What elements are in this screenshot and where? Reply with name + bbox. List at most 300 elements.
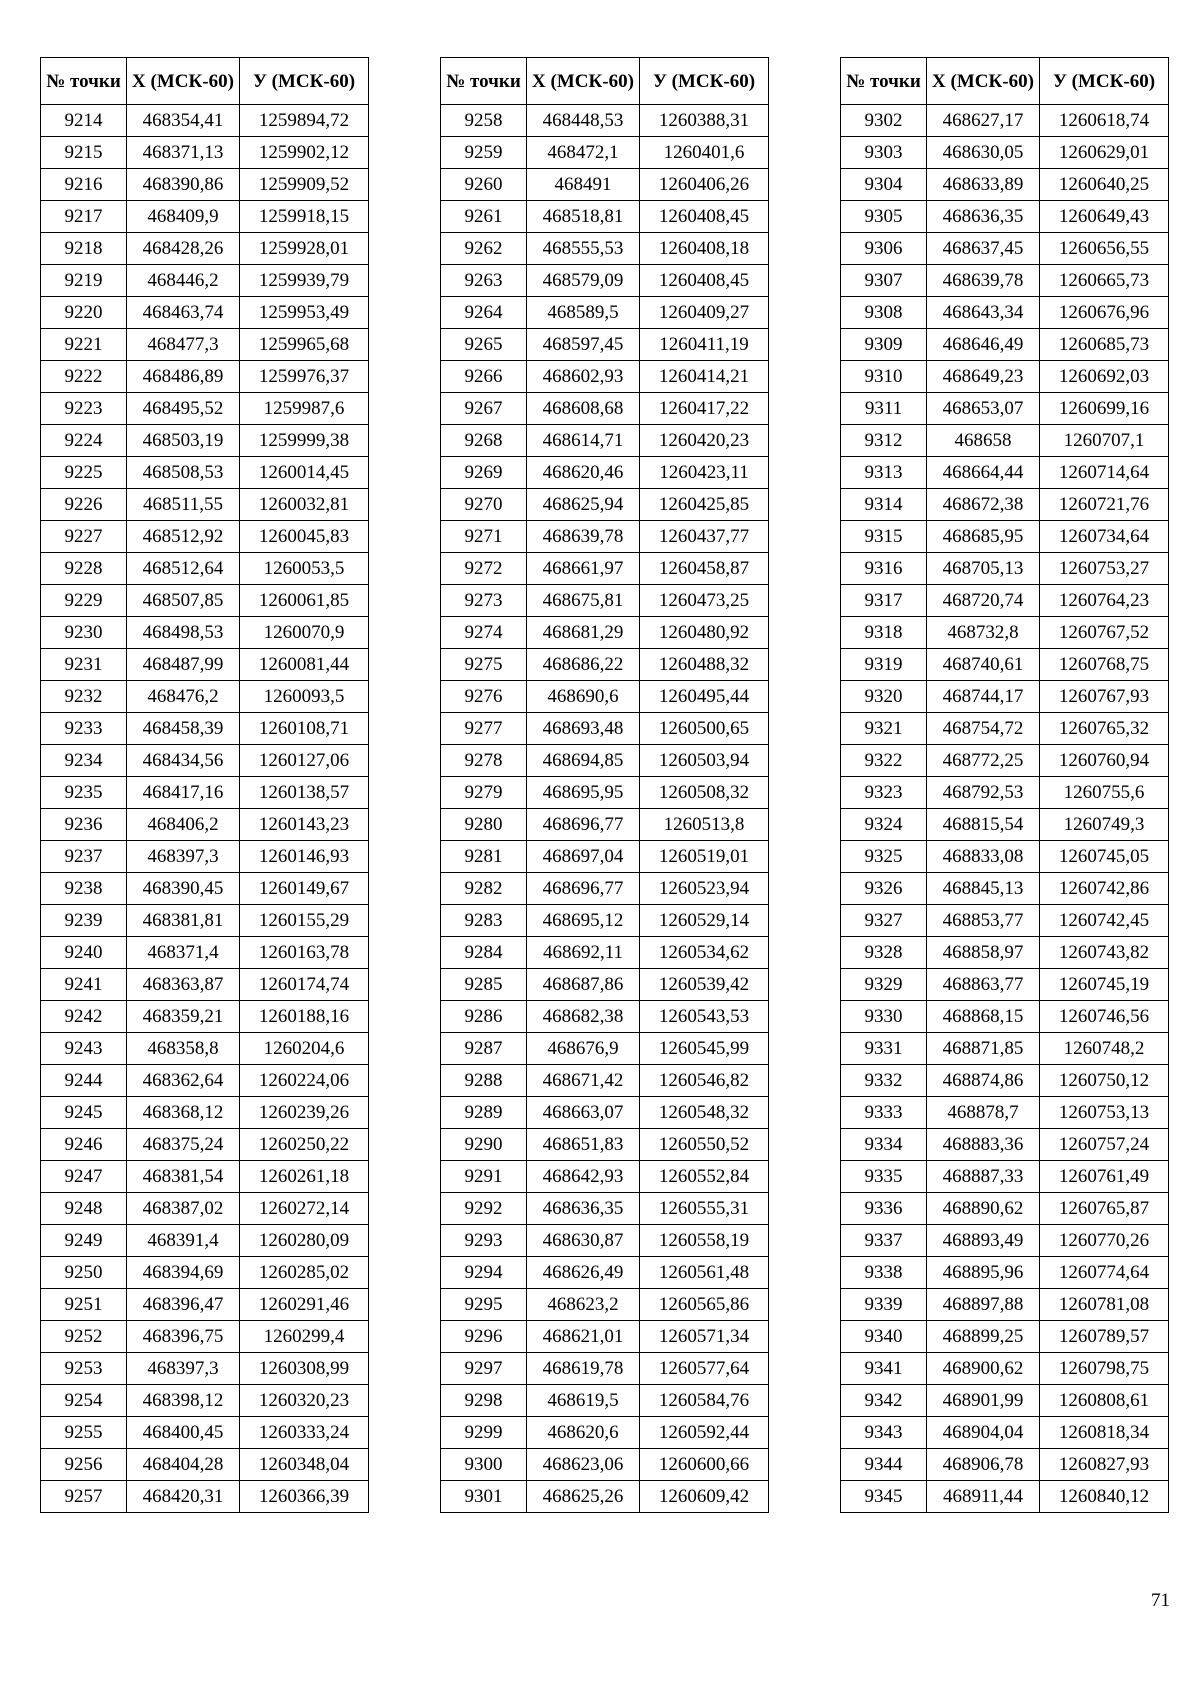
x-coordinate-cell: 468358,8	[127, 1033, 240, 1065]
table-row	[441, 649, 769, 681]
y-coordinate-cell: 1260565,86	[640, 1289, 769, 1321]
y-coordinate-cell: 1260299,4	[240, 1321, 369, 1353]
y-coordinate-cell: 1260408,45	[640, 201, 769, 233]
x-coordinate-cell: 468397,3	[127, 1353, 240, 1385]
y-coordinate-cell: 1260348,04	[240, 1449, 369, 1481]
x-coordinate-cell: 468396,75	[127, 1321, 240, 1353]
page-number: 71	[1151, 1590, 1170, 1611]
x-coordinate-cell: 468887,33	[927, 1161, 1040, 1193]
x-coordinate-cell: 468511,55	[127, 489, 240, 521]
y-coordinate-cell: 1260676,96	[1040, 297, 1169, 329]
point-number-cell: 9266	[441, 361, 527, 393]
x-coordinate-cell: 468696,77	[527, 809, 640, 841]
y-coordinate-cell: 1259939,79	[240, 265, 369, 297]
table-row	[841, 745, 1169, 777]
y-coordinate-cell: 1260409,27	[640, 297, 769, 329]
table-row	[841, 201, 1169, 233]
x-coordinate-cell: 468639,78	[927, 265, 1040, 297]
y-coordinate-cell: 1260425,85	[640, 489, 769, 521]
table-row	[41, 937, 369, 969]
table-row	[41, 1129, 369, 1161]
x-coordinate-cell: 468487,99	[127, 649, 240, 681]
table-row	[841, 521, 1169, 553]
y-coordinate-cell: 1260406,26	[640, 169, 769, 201]
y-coordinate-cell: 1260767,93	[1040, 681, 1169, 713]
point-number-cell: 9271	[441, 521, 527, 553]
table-row	[841, 585, 1169, 617]
x-coordinate-cell: 468633,89	[927, 169, 1040, 201]
y-coordinate-cell: 1260543,53	[640, 1001, 769, 1033]
table-row	[441, 745, 769, 777]
y-coordinate-cell: 1260174,74	[240, 969, 369, 1001]
table-row	[841, 937, 1169, 969]
table-row	[841, 265, 1169, 297]
y-coordinate-cell: 1260592,44	[640, 1417, 769, 1449]
point-number-cell: 9272	[441, 553, 527, 585]
point-number-cell: 9319	[841, 649, 927, 681]
table-row	[41, 265, 369, 297]
y-coordinate-cell: 1260032,81	[240, 489, 369, 521]
table-row	[441, 1385, 769, 1417]
table-row	[41, 1481, 369, 1513]
point-number-cell: 9308	[841, 297, 927, 329]
point-number-cell: 9326	[841, 873, 927, 905]
x-coordinate-cell: 468398,12	[127, 1385, 240, 1417]
header-y-coordinate: У (МСК-60)	[1040, 58, 1169, 105]
point-number-cell: 9291	[441, 1161, 527, 1193]
x-coordinate-cell: 468897,88	[927, 1289, 1040, 1321]
table-row	[441, 201, 769, 233]
table-row	[41, 137, 369, 169]
point-number-cell: 9341	[841, 1353, 927, 1385]
y-coordinate-cell: 1259965,68	[240, 329, 369, 361]
x-coordinate-cell: 468354,41	[127, 105, 240, 137]
y-coordinate-cell: 1260745,05	[1040, 841, 1169, 873]
x-coordinate-cell: 468833,08	[927, 841, 1040, 873]
y-coordinate-cell: 1260707,1	[1040, 425, 1169, 457]
point-number-cell: 9332	[841, 1065, 927, 1097]
point-number-cell: 9335	[841, 1161, 927, 1193]
x-coordinate-cell: 468906,78	[927, 1449, 1040, 1481]
point-number-cell: 9257	[41, 1481, 127, 1513]
table-row	[841, 841, 1169, 873]
table-row	[41, 521, 369, 553]
x-coordinate-cell: 468901,99	[927, 1385, 1040, 1417]
point-number-cell: 9273	[441, 585, 527, 617]
point-number-cell: 9242	[41, 1001, 127, 1033]
point-number-cell: 9293	[441, 1225, 527, 1257]
x-coordinate-cell: 468878,7	[927, 1097, 1040, 1129]
table-row	[41, 1289, 369, 1321]
table-row	[841, 649, 1169, 681]
table-row	[41, 1353, 369, 1385]
y-coordinate-cell: 1260291,46	[240, 1289, 369, 1321]
point-number-cell: 9295	[441, 1289, 527, 1321]
y-coordinate-cell: 1260818,34	[1040, 1417, 1169, 1449]
x-coordinate-cell: 468636,35	[527, 1193, 640, 1225]
x-coordinate-cell: 468619,78	[527, 1353, 640, 1385]
x-coordinate-cell: 468448,53	[527, 105, 640, 137]
table-row	[41, 873, 369, 905]
x-coordinate-cell: 468858,97	[927, 937, 1040, 969]
y-coordinate-cell: 1260649,43	[1040, 201, 1169, 233]
point-number-cell: 9270	[441, 489, 527, 521]
y-coordinate-cell: 1260665,73	[1040, 265, 1169, 297]
x-coordinate-cell: 468871,85	[927, 1033, 1040, 1065]
point-number-cell: 9313	[841, 457, 927, 489]
point-number-cell: 9328	[841, 937, 927, 969]
point-number-cell: 9331	[841, 1033, 927, 1065]
table-row	[841, 1065, 1169, 1097]
table-row	[41, 297, 369, 329]
x-coordinate-cell: 468664,44	[927, 457, 1040, 489]
x-coordinate-cell: 468658	[927, 425, 1040, 457]
y-coordinate-cell: 1260748,2	[1040, 1033, 1169, 1065]
x-coordinate-cell: 468458,39	[127, 713, 240, 745]
x-coordinate-cell: 468911,44	[927, 1481, 1040, 1513]
point-number-cell: 9247	[41, 1161, 127, 1193]
y-coordinate-cell: 1260656,55	[1040, 233, 1169, 265]
table-row	[41, 969, 369, 1001]
table-row	[441, 1289, 769, 1321]
table-row	[41, 201, 369, 233]
x-coordinate-cell: 468697,04	[527, 841, 640, 873]
table-row	[441, 1417, 769, 1449]
point-number-cell: 9265	[441, 329, 527, 361]
y-coordinate-cell: 1260555,31	[640, 1193, 769, 1225]
point-number-cell: 9337	[841, 1225, 927, 1257]
y-coordinate-cell: 1260070,9	[240, 617, 369, 649]
point-number-cell: 9260	[441, 169, 527, 201]
table-row	[441, 841, 769, 873]
point-number-cell: 9343	[841, 1417, 927, 1449]
x-coordinate-cell: 468507,85	[127, 585, 240, 617]
header-x-coordinate: Х (МСК-60)	[127, 58, 240, 105]
table-row	[841, 169, 1169, 201]
point-number-cell: 9245	[41, 1097, 127, 1129]
point-number-cell: 9280	[441, 809, 527, 841]
header-point-number: № точки	[441, 58, 527, 105]
point-number-cell: 9296	[441, 1321, 527, 1353]
y-coordinate-cell: 1260685,73	[1040, 329, 1169, 361]
y-coordinate-cell: 1260272,14	[240, 1193, 369, 1225]
x-coordinate-cell: 468890,62	[927, 1193, 1040, 1225]
point-number-cell: 9318	[841, 617, 927, 649]
y-coordinate-cell: 1260366,39	[240, 1481, 369, 1513]
x-coordinate-cell: 468428,26	[127, 233, 240, 265]
point-number-cell: 9278	[441, 745, 527, 777]
table-row	[441, 1001, 769, 1033]
point-number-cell: 9251	[41, 1289, 127, 1321]
y-coordinate-cell: 1260714,64	[1040, 457, 1169, 489]
table-row	[441, 329, 769, 361]
x-coordinate-cell: 468853,77	[927, 905, 1040, 937]
x-coordinate-cell: 468589,5	[527, 297, 640, 329]
table-row	[441, 265, 769, 297]
table-row	[841, 1001, 1169, 1033]
x-coordinate-cell: 468627,17	[927, 105, 1040, 137]
x-coordinate-cell: 468417,16	[127, 777, 240, 809]
y-coordinate-cell: 1260753,13	[1040, 1097, 1169, 1129]
table-row	[41, 1065, 369, 1097]
y-coordinate-cell: 1260204,6	[240, 1033, 369, 1065]
point-number-cell: 9254	[41, 1385, 127, 1417]
table-row	[841, 681, 1169, 713]
y-coordinate-cell: 1260798,75	[1040, 1353, 1169, 1385]
table-row	[841, 1129, 1169, 1161]
point-number-cell: 9234	[41, 745, 127, 777]
header-y-coordinate: У (МСК-60)	[640, 58, 769, 105]
y-coordinate-cell: 1260093,5	[240, 681, 369, 713]
y-coordinate-cell: 1260546,82	[640, 1065, 769, 1097]
table-row	[841, 233, 1169, 265]
point-number-cell: 9311	[841, 393, 927, 425]
point-number-cell: 9310	[841, 361, 927, 393]
point-number-cell: 9249	[41, 1225, 127, 1257]
y-coordinate-cell: 1260188,16	[240, 1001, 369, 1033]
y-coordinate-cell: 1260519,01	[640, 841, 769, 873]
y-coordinate-cell: 1260508,32	[640, 777, 769, 809]
y-coordinate-cell: 1260333,24	[240, 1417, 369, 1449]
point-number-cell: 9241	[41, 969, 127, 1001]
x-coordinate-cell: 468391,4	[127, 1225, 240, 1257]
x-coordinate-cell: 468472,1	[527, 137, 640, 169]
point-number-cell: 9236	[41, 809, 127, 841]
point-number-cell: 9327	[841, 905, 927, 937]
table-row	[841, 105, 1169, 137]
y-coordinate-cell: 1260534,62	[640, 937, 769, 969]
x-coordinate-cell: 468602,93	[527, 361, 640, 393]
point-number-cell: 9276	[441, 681, 527, 713]
y-coordinate-cell: 1260721,76	[1040, 489, 1169, 521]
point-number-cell: 9269	[441, 457, 527, 489]
table-row	[441, 873, 769, 905]
x-coordinate-cell: 468400,45	[127, 1417, 240, 1449]
y-coordinate-cell: 1259902,12	[240, 137, 369, 169]
point-number-cell: 9330	[841, 1001, 927, 1033]
point-number-cell: 9244	[41, 1065, 127, 1097]
x-coordinate-cell: 468690,6	[527, 681, 640, 713]
y-coordinate-cell: 1260561,48	[640, 1257, 769, 1289]
y-coordinate-cell: 1260045,83	[240, 521, 369, 553]
y-coordinate-cell: 1260529,14	[640, 905, 769, 937]
y-coordinate-cell: 1260401,6	[640, 137, 769, 169]
table-row	[41, 489, 369, 521]
x-coordinate-cell: 468815,54	[927, 809, 1040, 841]
point-number-cell: 9302	[841, 105, 927, 137]
y-coordinate-cell: 1260414,21	[640, 361, 769, 393]
point-number-cell: 9252	[41, 1321, 127, 1353]
x-coordinate-cell: 468477,3	[127, 329, 240, 361]
point-number-cell: 9292	[441, 1193, 527, 1225]
point-number-cell: 9227	[41, 521, 127, 553]
x-coordinate-cell: 468394,69	[127, 1257, 240, 1289]
table-row	[41, 905, 369, 937]
point-number-cell: 9282	[441, 873, 527, 905]
x-coordinate-cell: 468518,81	[527, 201, 640, 233]
point-number-cell: 9287	[441, 1033, 527, 1065]
x-coordinate-cell: 468637,45	[927, 233, 1040, 265]
x-coordinate-cell: 468672,38	[927, 489, 1040, 521]
x-coordinate-cell: 468643,34	[927, 297, 1040, 329]
point-number-cell: 9229	[41, 585, 127, 617]
x-coordinate-cell: 468772,25	[927, 745, 1040, 777]
point-number-cell: 9275	[441, 649, 527, 681]
x-coordinate-cell: 468646,49	[927, 329, 1040, 361]
point-number-cell: 9258	[441, 105, 527, 137]
y-coordinate-cell: 1260755,6	[1040, 777, 1169, 809]
y-coordinate-cell: 1260840,12	[1040, 1481, 1169, 1513]
table-row	[41, 393, 369, 425]
x-coordinate-cell: 468653,07	[927, 393, 1040, 425]
table-row	[441, 1353, 769, 1385]
point-number-cell: 9224	[41, 425, 127, 457]
table-row	[441, 1449, 769, 1481]
y-coordinate-cell: 1260750,12	[1040, 1065, 1169, 1097]
point-number-cell: 9214	[41, 105, 127, 137]
point-number-cell: 9248	[41, 1193, 127, 1225]
point-number-cell: 9340	[841, 1321, 927, 1353]
table-row	[441, 681, 769, 713]
y-coordinate-cell: 1260488,32	[640, 649, 769, 681]
y-coordinate-cell: 1260513,8	[640, 809, 769, 841]
table-row	[841, 425, 1169, 457]
x-coordinate-cell: 468863,77	[927, 969, 1040, 1001]
table-row	[441, 777, 769, 809]
table-row	[41, 457, 369, 489]
table-row	[841, 1161, 1169, 1193]
y-coordinate-cell: 1260761,49	[1040, 1161, 1169, 1193]
x-coordinate-cell: 468693,48	[527, 713, 640, 745]
table-row	[841, 1289, 1169, 1321]
x-coordinate-cell: 468649,23	[927, 361, 1040, 393]
x-coordinate-cell: 468620,46	[527, 457, 640, 489]
y-coordinate-cell: 1259976,37	[240, 361, 369, 393]
y-coordinate-cell: 1260155,29	[240, 905, 369, 937]
y-coordinate-cell: 1260584,76	[640, 1385, 769, 1417]
y-coordinate-cell: 1260108,71	[240, 713, 369, 745]
x-coordinate-cell: 468686,22	[527, 649, 640, 681]
point-number-cell: 9231	[41, 649, 127, 681]
table-row	[441, 1481, 769, 1513]
x-coordinate-cell: 468363,87	[127, 969, 240, 1001]
table-row	[441, 617, 769, 649]
y-coordinate-cell: 1260600,66	[640, 1449, 769, 1481]
x-coordinate-cell: 468792,53	[927, 777, 1040, 809]
x-coordinate-cell: 468495,52	[127, 393, 240, 425]
table-header-row	[841, 58, 1169, 105]
table-row	[441, 425, 769, 457]
point-number-cell: 9320	[841, 681, 927, 713]
x-coordinate-cell: 468904,04	[927, 1417, 1040, 1449]
x-coordinate-cell: 468681,29	[527, 617, 640, 649]
y-coordinate-cell: 1260420,23	[640, 425, 769, 457]
y-coordinate-cell: 1260149,67	[240, 873, 369, 905]
table-row	[841, 553, 1169, 585]
point-number-cell: 9342	[841, 1385, 927, 1417]
y-coordinate-cell: 1260061,85	[240, 585, 369, 617]
x-coordinate-cell: 468362,64	[127, 1065, 240, 1097]
table-row	[841, 297, 1169, 329]
x-coordinate-cell: 468476,2	[127, 681, 240, 713]
point-number-cell: 9323	[841, 777, 927, 809]
table-row	[841, 713, 1169, 745]
y-coordinate-cell: 1260571,34	[640, 1321, 769, 1353]
x-coordinate-cell: 468705,13	[927, 553, 1040, 585]
x-coordinate-cell: 468893,49	[927, 1225, 1040, 1257]
table-row	[841, 873, 1169, 905]
table-row	[441, 1161, 769, 1193]
x-coordinate-cell: 468687,86	[527, 969, 640, 1001]
point-number-cell: 9256	[41, 1449, 127, 1481]
point-number-cell: 9225	[41, 457, 127, 489]
x-coordinate-cell: 468642,93	[527, 1161, 640, 1193]
x-coordinate-cell: 468682,38	[527, 1001, 640, 1033]
table-row	[441, 809, 769, 841]
table-row	[441, 105, 769, 137]
table-row	[841, 1257, 1169, 1289]
point-number-cell: 9299	[441, 1417, 527, 1449]
y-coordinate-cell: 1260539,42	[640, 969, 769, 1001]
table-row	[41, 1193, 369, 1225]
x-coordinate-cell: 468359,21	[127, 1001, 240, 1033]
y-coordinate-cell: 1260545,99	[640, 1033, 769, 1065]
header-point-number: № точки	[841, 58, 927, 105]
point-number-cell: 9285	[441, 969, 527, 1001]
point-number-cell: 9301	[441, 1481, 527, 1513]
y-coordinate-cell: 1260760,94	[1040, 745, 1169, 777]
point-number-cell: 9240	[41, 937, 127, 969]
x-coordinate-cell: 468396,47	[127, 1289, 240, 1321]
point-number-cell: 9222	[41, 361, 127, 393]
x-coordinate-cell: 468868,15	[927, 1001, 1040, 1033]
table-row	[41, 1225, 369, 1257]
x-coordinate-cell: 468744,17	[927, 681, 1040, 713]
point-number-cell: 9294	[441, 1257, 527, 1289]
table-row	[441, 1129, 769, 1161]
table-row	[841, 361, 1169, 393]
point-number-cell: 9344	[841, 1449, 927, 1481]
point-number-cell: 9230	[41, 617, 127, 649]
point-number-cell: 9303	[841, 137, 927, 169]
y-coordinate-cell: 1260764,23	[1040, 585, 1169, 617]
table-body	[841, 105, 1169, 1513]
y-coordinate-cell: 1260146,93	[240, 841, 369, 873]
x-coordinate-cell: 468387,02	[127, 1193, 240, 1225]
coordinates-table-3	[840, 57, 1169, 1513]
y-coordinate-cell: 1260473,25	[640, 585, 769, 617]
point-number-cell: 9220	[41, 297, 127, 329]
table-row	[441, 969, 769, 1001]
table-row	[41, 105, 369, 137]
x-coordinate-cell: 468900,62	[927, 1353, 1040, 1385]
y-coordinate-cell: 1260742,45	[1040, 905, 1169, 937]
coordinates-table-1	[40, 57, 369, 1513]
point-number-cell: 9286	[441, 1001, 527, 1033]
point-number-cell: 9238	[41, 873, 127, 905]
table-row	[41, 1321, 369, 1353]
x-coordinate-cell: 468404,28	[127, 1449, 240, 1481]
y-coordinate-cell: 1260411,19	[640, 329, 769, 361]
table-row	[41, 1257, 369, 1289]
table-row	[441, 137, 769, 169]
x-coordinate-cell: 468623,06	[527, 1449, 640, 1481]
y-coordinate-cell: 1260618,74	[1040, 105, 1169, 137]
x-coordinate-cell: 468555,53	[527, 233, 640, 265]
y-coordinate-cell: 1260745,19	[1040, 969, 1169, 1001]
x-coordinate-cell: 468661,97	[527, 553, 640, 585]
y-coordinate-cell: 1260746,56	[1040, 1001, 1169, 1033]
